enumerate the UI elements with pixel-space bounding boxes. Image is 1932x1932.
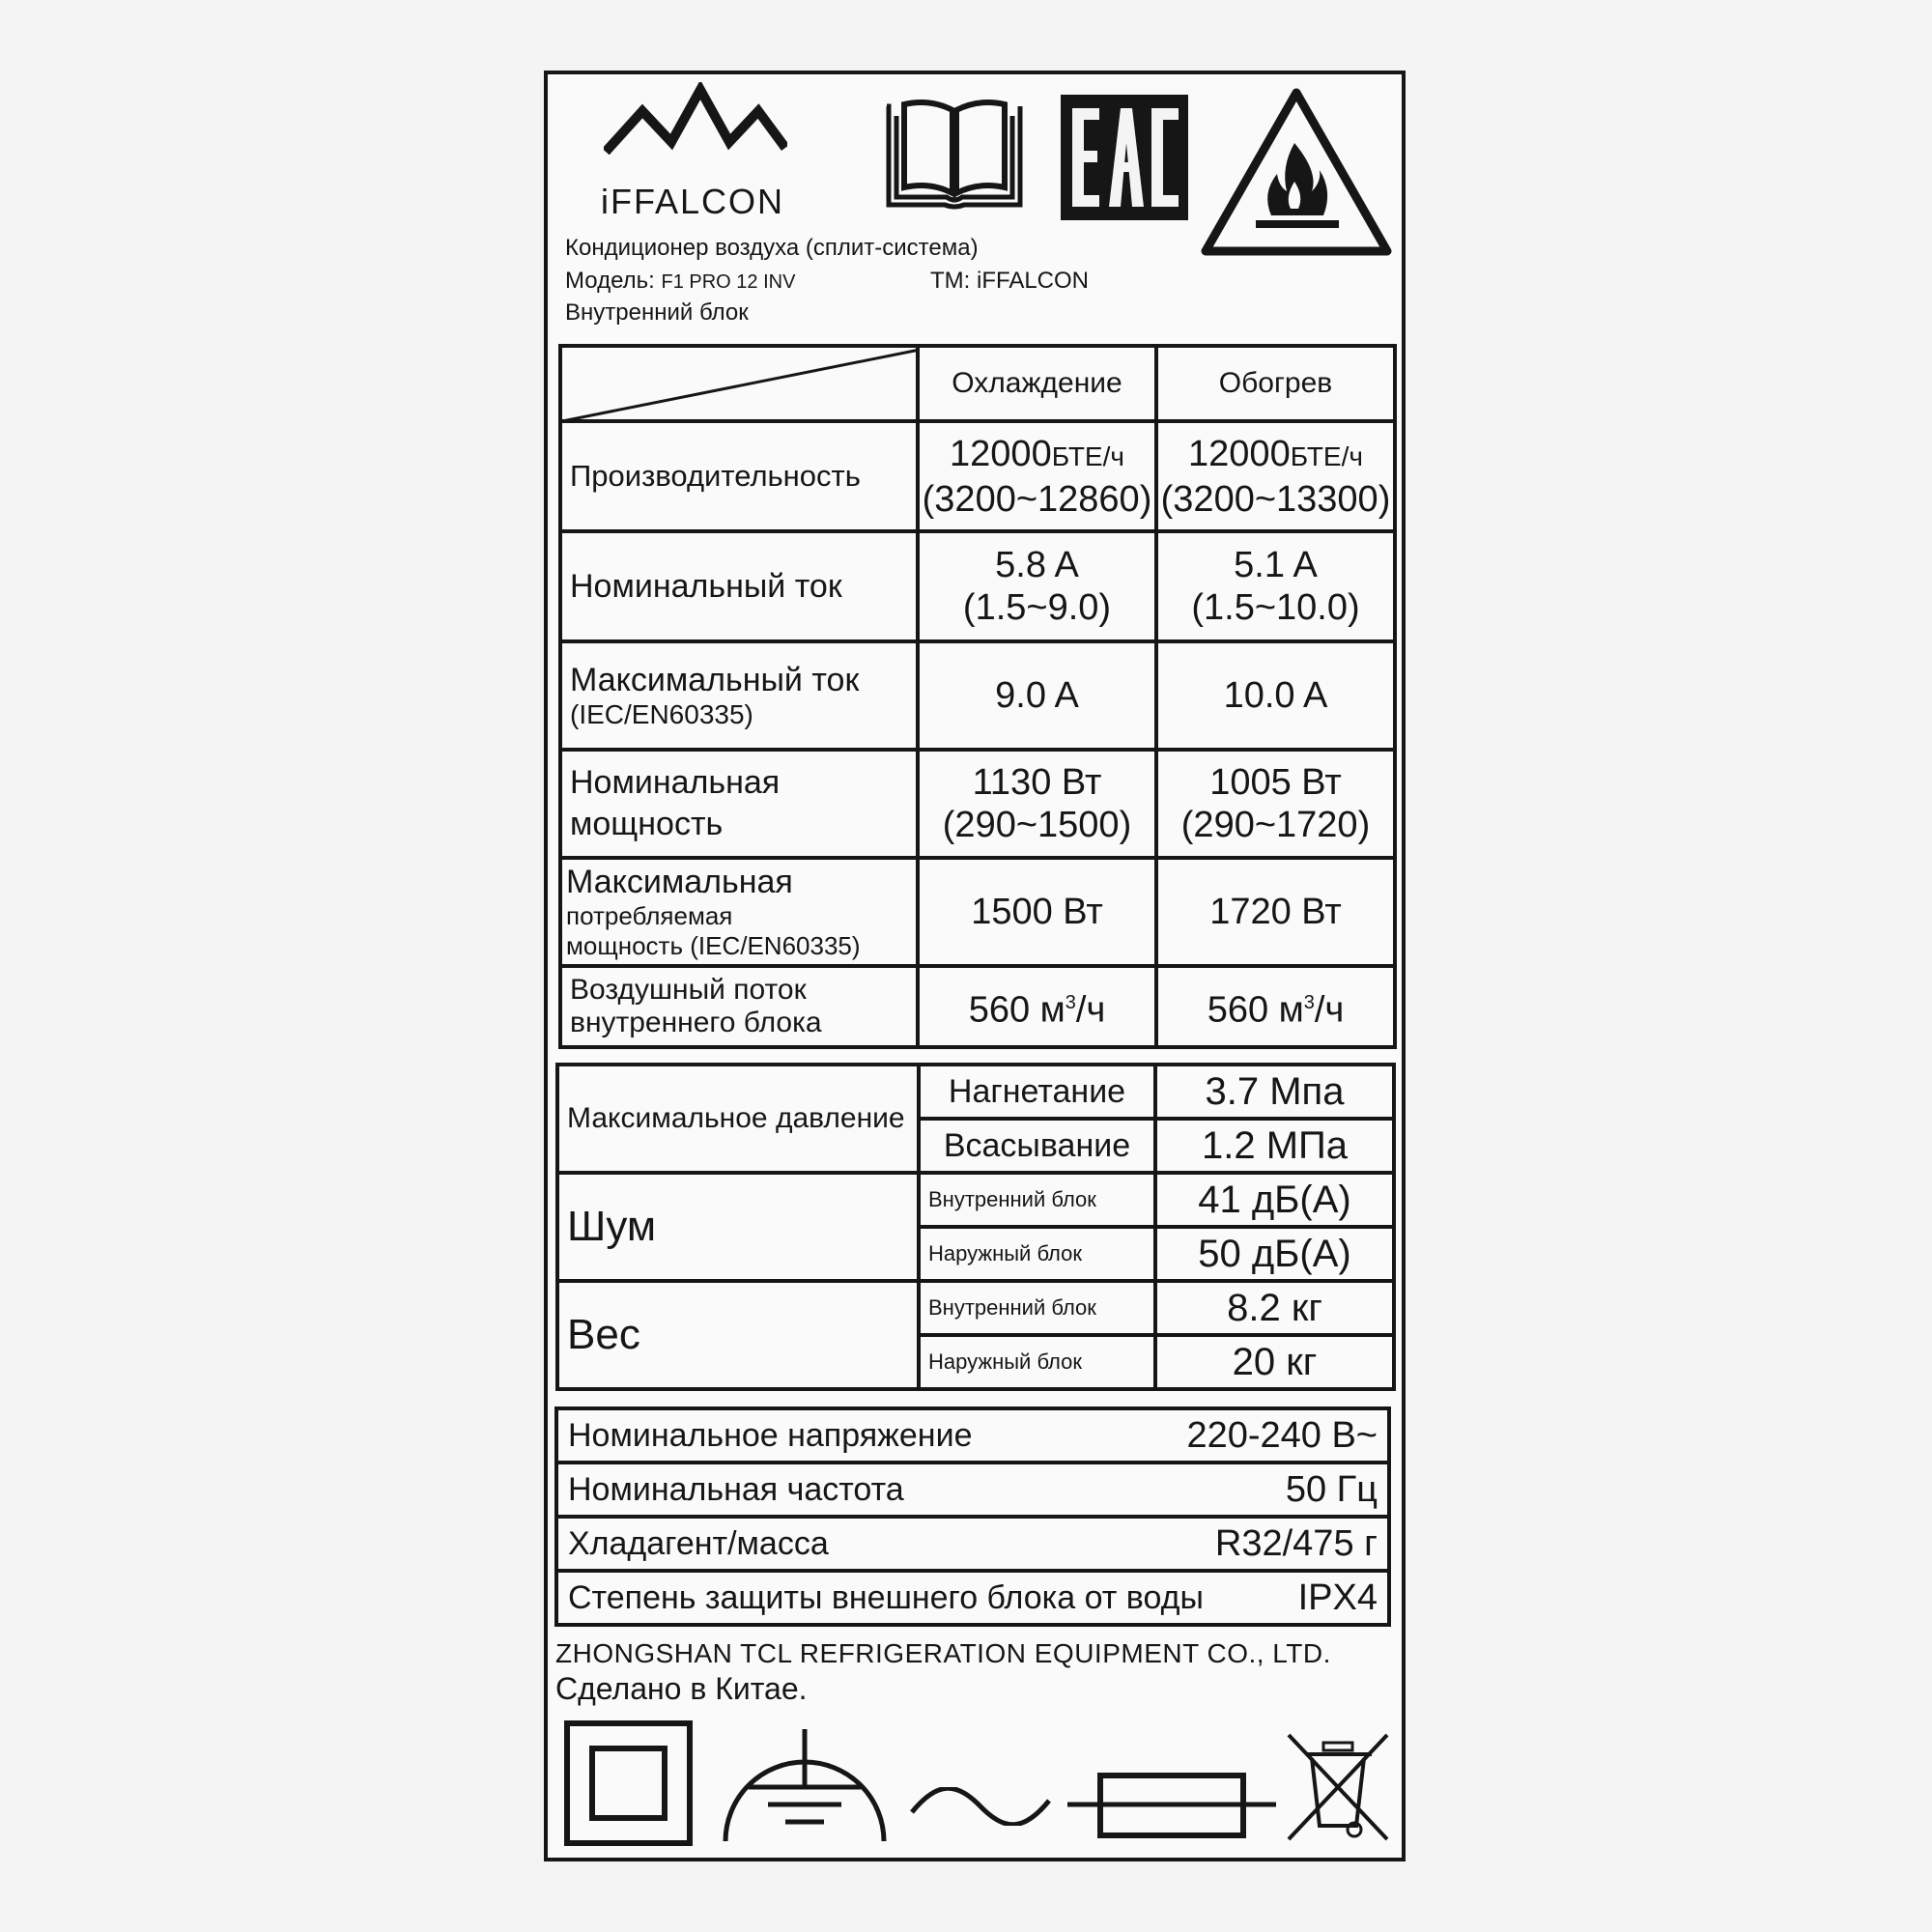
model-label: Модель: <box>565 268 655 294</box>
row-label: Максимальная потребляемая мощность (IEC/EN60335) <box>560 858 918 966</box>
table-row <box>560 858 1395 966</box>
table-row <box>556 1463 1389 1517</box>
max-pressure-label: Максимальное давление <box>557 1065 919 1173</box>
row-label: Воздушный поток внутреннего блока <box>560 966 918 1047</box>
weight-indoor-value: 8.2 кг <box>1155 1281 1394 1335</box>
brand-logo-icon <box>604 82 787 155</box>
diagonal-header-cell <box>560 346 918 421</box>
noise-outdoor-value: 50 дБ(А) <box>1155 1227 1394 1281</box>
cell-heating: 1005 Вт (290~1720) <box>1156 750 1395 858</box>
noise-outdoor-label: Наружный блок <box>919 1227 1155 1281</box>
model-value: F1 PRO 12 INV <box>661 271 796 293</box>
flammable-warning-icon <box>1198 85 1396 259</box>
cell-cooling: 9.0 A <box>918 641 1156 750</box>
cell-cooling: 1130 Вт (290~1500) <box>918 750 1156 858</box>
row-label: Номинальный ток <box>560 531 918 641</box>
unit-type: Внутренний блок <box>565 299 749 326</box>
cell-heating: 560 $м^3/ч$ <box>1156 966 1395 1047</box>
cell-cooling: 12000БТЕ/ч (3200~12860) <box>918 421 1156 531</box>
weee-bin-icon <box>1283 1729 1394 1845</box>
weight-outdoor-value: 20 кг <box>1155 1335 1394 1389</box>
manufacturer: ZHONGSHAN TCL REFRIGERATION EQUIPMENT CO., LTD. <box>555 1638 1331 1668</box>
suction-label: Всасывание <box>919 1119 1155 1173</box>
discharge-value: 3.7 Мпа <box>1155 1065 1394 1119</box>
header-cooling: Охлаждение <box>918 346 1156 421</box>
table-row <box>556 1571 1389 1625</box>
refrigerant-label: Хладагент/масса <box>568 1524 829 1562</box>
model-line <box>565 268 795 295</box>
row-label: Номинальная мощность <box>560 750 918 858</box>
ac-current-icon <box>908 1787 1053 1826</box>
fuse-icon <box>1065 1768 1278 1845</box>
table-row <box>560 531 1395 641</box>
cell-heating: 1720 Вт <box>1156 858 1395 966</box>
weight-outdoor-label: Наружный блок <box>919 1335 1155 1389</box>
performance-table <box>558 344 1397 1049</box>
frequency-value: 50 Гц <box>1285 1468 1378 1510</box>
weight-label: Вес <box>557 1281 919 1389</box>
header-heating: Обогрев <box>1156 346 1395 421</box>
cell-heating: 10.0 A <box>1156 641 1395 750</box>
eac-mark-icon <box>1061 95 1188 220</box>
ground-icon <box>720 1727 889 1843</box>
brand-name: iFFALCON <box>601 182 785 221</box>
pressure-noise-weight-table <box>555 1063 1396 1391</box>
suction-value: 1.2 МПа <box>1155 1119 1394 1173</box>
cell-cooling: 5.8 A (1.5~9.0) <box>918 531 1156 641</box>
weight-indoor-label: Внутренний блок <box>919 1281 1155 1335</box>
double-insulation-icon <box>563 1719 694 1847</box>
product-type: Кондиционер воздуха (сплит-система) <box>565 235 979 261</box>
refrigerant-value: R32/475 г <box>1214 1522 1378 1564</box>
cell-heating: 5.1 A (1.5~10.0) <box>1156 531 1395 641</box>
cell-cooling: 560 $м^3/ч$ <box>918 966 1156 1047</box>
frequency-label: Номинальная частота <box>568 1470 904 1508</box>
row-label: Производительность <box>560 421 918 531</box>
table-row <box>560 641 1395 750</box>
noise-label: Шум <box>557 1173 919 1281</box>
table-row <box>560 966 1395 1047</box>
cell-cooling: 1500 Вт <box>918 858 1156 966</box>
made-in: Сделано в Китае. <box>555 1671 808 1706</box>
discharge-label: Нагнетание <box>919 1065 1155 1119</box>
table-row <box>560 750 1395 858</box>
cell-heating: 12000БТЕ/ч (3200~13300) <box>1156 421 1395 531</box>
noise-indoor-label: Внутренний блок <box>919 1173 1155 1227</box>
table-row <box>556 1408 1389 1463</box>
table-row <box>556 1517 1389 1571</box>
noise-indoor-value: 41 дБ(А) <box>1155 1173 1394 1227</box>
table-row <box>560 421 1395 531</box>
voltage-label: Номинальное напряжение <box>568 1416 973 1454</box>
manual-book-icon <box>877 97 1032 217</box>
voltage-value: 220-240 В~ <box>1186 1414 1378 1456</box>
protection-label: Степень защиты внешнего блока от воды <box>568 1578 1204 1616</box>
trademark: TM: iFFALCON <box>930 268 1090 294</box>
row-label: Максимальный ток (IEC/EN60335) <box>560 641 918 750</box>
electrical-table <box>554 1406 1391 1627</box>
diagonal-line <box>562 348 918 421</box>
protection-value: IPX4 <box>1297 1577 1378 1618</box>
